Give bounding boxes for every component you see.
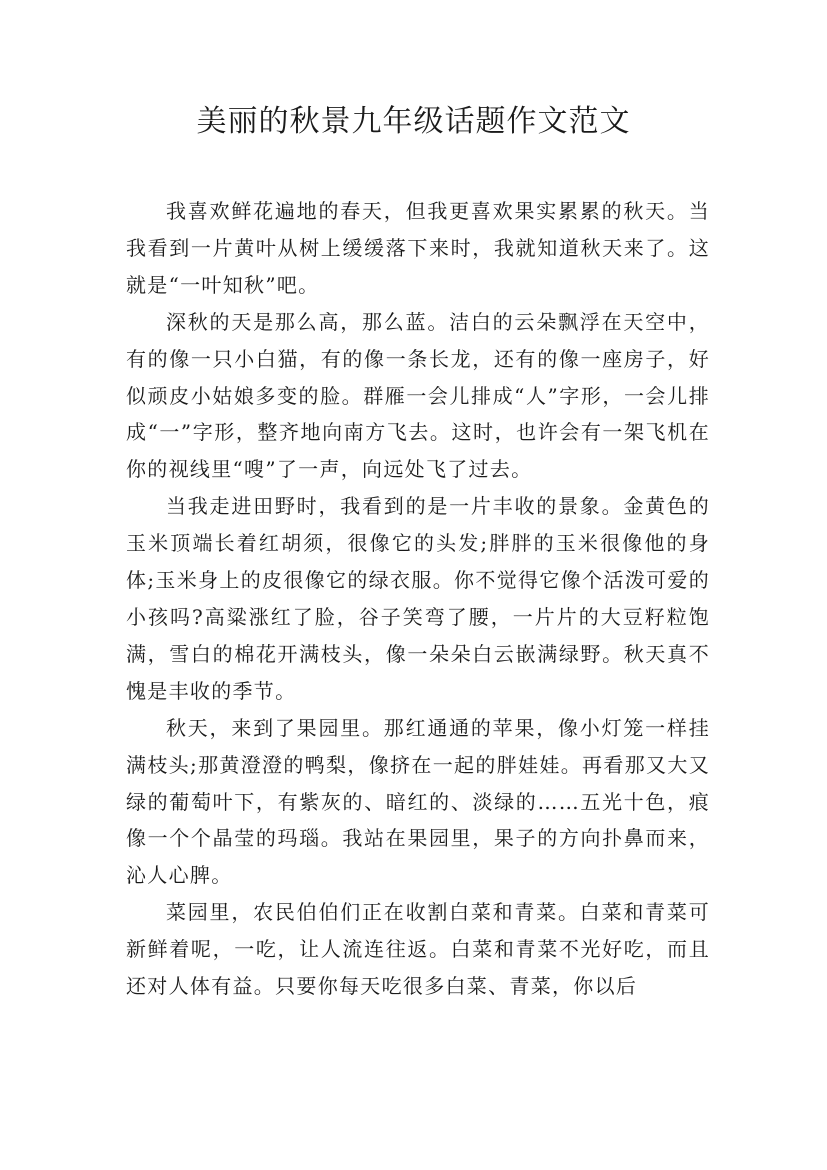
document-body — [126, 193, 710, 1005]
document-title: 美丽的秋景九年级话题作文范文 — [196, 104, 631, 139]
paragraph-1: 我喜欢鲜花遍地的春天，但我更喜欢果实累累的秋天。当我看到一片黄叶从树上缓缓落下来时，我就知道秋天来了。这就是“一叶知秋”吧。 — [126, 199, 710, 297]
paragraph-3: 当我走进田野时，我看到的是一片丰收的景象。金黄色的玉米顶端长着红胡须，很像它的头发;胖胖的玉米很像他的身体;玉米身上的皮很像它的绿衣服。你不觉得它像个活泼可爱的小孩吗?高粱涨红了脸，谷子笑弯了腰，一片片的大豆籽粒饱满，雪白的棉花开满枝头，像一朵朵白云嵌满绿野。秋天真不愧是丰收的季节。 — [126, 494, 710, 703]
paragraph-5: 菜园里，农民伯伯们正在收割白菜和青菜。白菜和青菜可新鲜着呢，一吃，让人流连往返。白菜和青菜不光好吃，而且还对人体有益。只要你每天吃很多白菜、青菜，你以后 — [126, 900, 710, 999]
paragraph-2: 深秋的天是那么高，那么蓝。洁白的云朵飘浮在天空中，有的像一只小白猫，有的像一条长龙，还有的像一座房子，好似顽皮小姑娘多变的脸。群雁一会儿排成“人”字形，一会儿排成“一”字形，整齐地向南方飞去。这时，也许会有一架飞机在你的视线里“嗖”了一声，向远处飞了过去。 — [126, 309, 710, 482]
paragraph-4: 秋天，来到了果园里。那红通通的苹果，像小灯笼一样挂满枝头;那黄澄澄的鸭梨，像挤在一起的胖娃娃。再看那又大又绿的葡萄叶下，有紫灰的、暗红的、淡绿的……五光十色，痕像一个个晶莹的玛瑙。我站在果园里，果子的方向扑鼻而来，沁人心脾。 — [126, 715, 710, 888]
